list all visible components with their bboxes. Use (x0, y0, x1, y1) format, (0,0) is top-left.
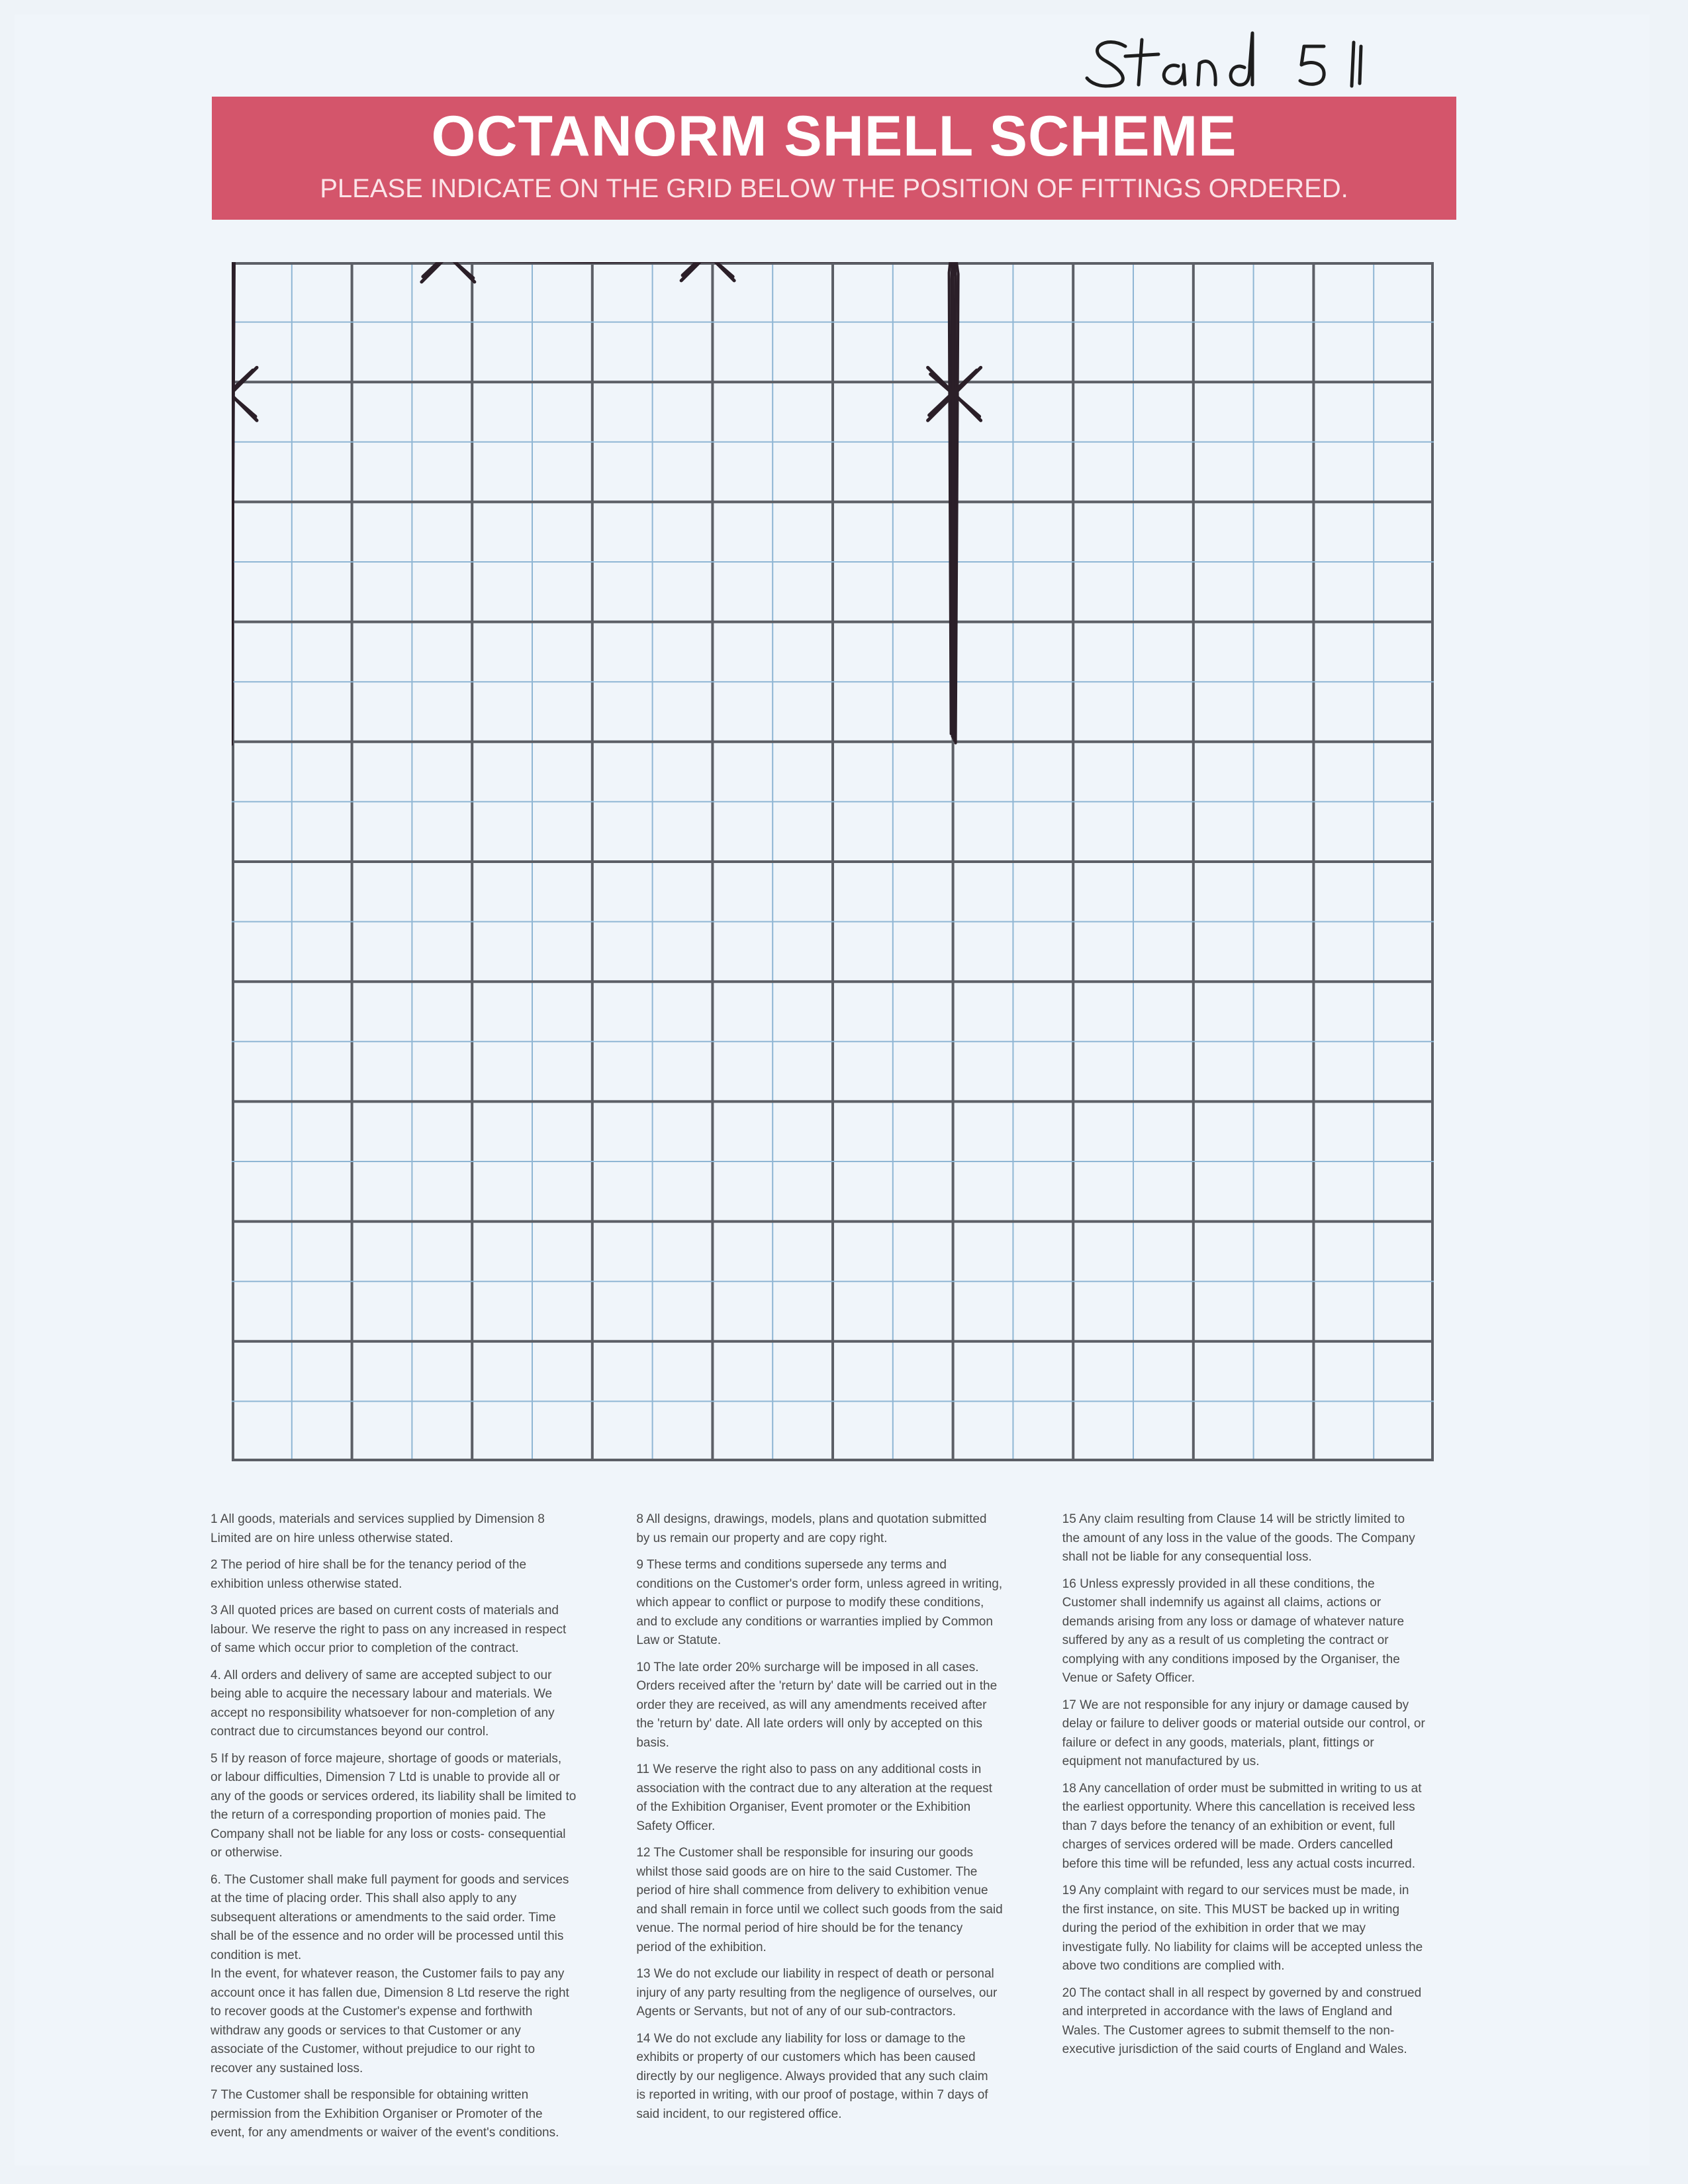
term-clause: 6. The Customer shall make full payment for goods and services at the time of placing order. This shall also apply to any subsequent alterations or amendments to the said order. Time shall be of the essence and no order will be processed until this condition is met. In the event, for whatever reason, the Customer fails to pay any account once it has fallen due, Dimension 8 Ltd reserve the right to recover goods at the Customer's expense and forthwith withdraw any goods or services to that Customer or any associate of the Customer, without prejudice to our right to recover any sustained loss. (211, 1872, 569, 2075)
hand-drawn-wall-line (232, 262, 953, 742)
term-clause: 4. All orders and delivery of same are accepted subject to our being able to acquire the necessary labour and materials. We accept no responsibility whatsoever for non-completion of any contract due to circumstances beyond our control. (211, 1668, 555, 1739)
term-clause: 8 All designs, drawings, models, plans and quotation submitted by us remain our property and are copy right. (636, 1512, 987, 1545)
header-banner (212, 97, 1456, 220)
term-clause: 14 We do not exclude any liability for loss or damage to the exhibits or property of our customers which has been caused directly by our negligence. Always provided that any such claim is reported in writing, with our proof of postage, within 7 days of said incident, to our registered office. (636, 2031, 988, 2121)
fitting-cross-mark (681, 262, 734, 281)
term-clause: 12 The Customer shall be responsible for insuring our goods whilst those said goods are on hire to the said Customer. The period of hire shall commence from delivery to exhibition venue and shall remain in force until we collect such goods from the said venue. The normal period of hire should be for the tenancy period of the exhibition. (636, 1846, 1003, 1954)
form-title: OCTANORM SHELL SCHEME (431, 105, 1237, 168)
term-clause: 18 Any cancellation of order must be submitted in writing to us at the earliest opportunity. Where this cancellation is received less than 7 days before the tenancy of an exhibition or event, full charges of services ordered will be made. Orders cancelled before this time will be refunded, less any actual costs incurred. (1062, 1781, 1422, 1871)
handwritten-stand-note (1079, 20, 1450, 99)
hand-drawn-wall-line (232, 262, 953, 741)
hand-drawn-wall-line (232, 262, 951, 740)
term-clause: 2 The period of hire shall be for the tenancy period of the exhibition unless otherwise stated. (211, 1558, 527, 1591)
term-clause: 5 If by reason of force majeure, shortage of goods or materials, or labour difficulties, Dimension 7 Ltd is unable to provide all or any of the goods or services ordered, its liability shall be limited to the return of a corresponding proportion of monies paid. The Company shall not be liable for any loss or costs- consequential or otherwise. (211, 1751, 577, 1860)
terms-and-conditions (211, 1510, 1455, 2172)
term-clause: 11 We reserve the right also to pass on any additional costs in association with the contract due to any alteration at the request of the Exhibition Organiser, Event promoter or the Exhibition Safety Officer. (636, 1762, 992, 1833)
term-clause: 17 We are not responsible for any injury or damage caused by delay or failure to deliver goods or material outside our control, or failure or defect in any goods, materials, plant, fittings or equipment not manufactured by us. (1062, 1698, 1425, 1768)
hand-drawn-wall-line (232, 262, 959, 745)
term-clause: 15 Any claim resulting from Clause 14 will be strictly limited to the amount of any loss in the value of the goods. The Company shall not be liable for any consequential loss. (1062, 1512, 1415, 1564)
terms-column-1 (211, 1510, 603, 2172)
form-instruction: PLEASE INDICATE ON THE GRID BELOW THE POSITION OF FITTINGS ORDERED. (320, 174, 1348, 203)
term-clause: 19 Any complaint with regard to our services must be made, in the first instance, on site. This MUST be backed up in writing during the period of the exhibition in order that we may investigate fully. No liability for claims will be accepted unless the above two conditions are complied with. (1062, 1884, 1423, 1973)
term-clause: 13 We do not exclude our liability in respect of death or personal injury of any party resulting from the negligence of ourselves, our Agents or Servants, but not of any of our sub-contractors. (636, 1967, 998, 2019)
term-clause: 20 The contact shall in all respect by governed by and construed and interpreted in accordance with the laws of England and Wales. The Customer agrees to submit themself to the non- executive jurisdiction of the said courts of England and Wales. (1062, 1985, 1422, 2056)
hand-drawn-wall-line (232, 262, 956, 743)
term-clause: 10 The late order 20% surcharge will be imposed in all cases. Orders received after the 'return by' date will be carried out in the order they are received, as will any amendments received after the 'return by' date. All late orders will only by accepted on this basis. (636, 1660, 998, 1750)
fitting-cross-mark (232, 367, 257, 420)
term-clause: 1 All goods, materials and services supplied by Dimension 8 Limited are on hire unless otherwise stated. (211, 1512, 545, 1545)
term-clause: 7 The Customer shall be responsible for obtaining written permission from the Exhibition Organiser or Promoter of the event, for any amendments or waiver of the event's conditions. (211, 2088, 559, 2140)
term-clause: 16 Unless expressly provided in all these conditions, the Customer shall indemnify us against all claims, actions or demands arising from any loss or damage of whatever nature suffered by any as a result of us completing the contract or complying with any conditions imposed by the Organiser, the Venue or Safety Officer. (1062, 1576, 1405, 1685)
term-clause: 3 All quoted prices are based on current costs of materials and labour. We reserve the right to pass on any increased in respect of same which occur prior to completion of the contract. (211, 1604, 567, 1655)
terms-column-2 (636, 1510, 1029, 2172)
terms-column-3 (1062, 1510, 1455, 2172)
fitting-cross-mark (422, 262, 475, 282)
hand-drawn-wall-outline (232, 262, 1434, 1461)
term-clause: 9 These terms and conditions supersede any terms and conditions on the Customer's order form, unless agreed in writing, which appear to conflict or purpose to modify these conditions, and to exclude any conditions or warranties implied by Common Law or Statute. (636, 1558, 1003, 1647)
layout-grid (232, 262, 1434, 1461)
